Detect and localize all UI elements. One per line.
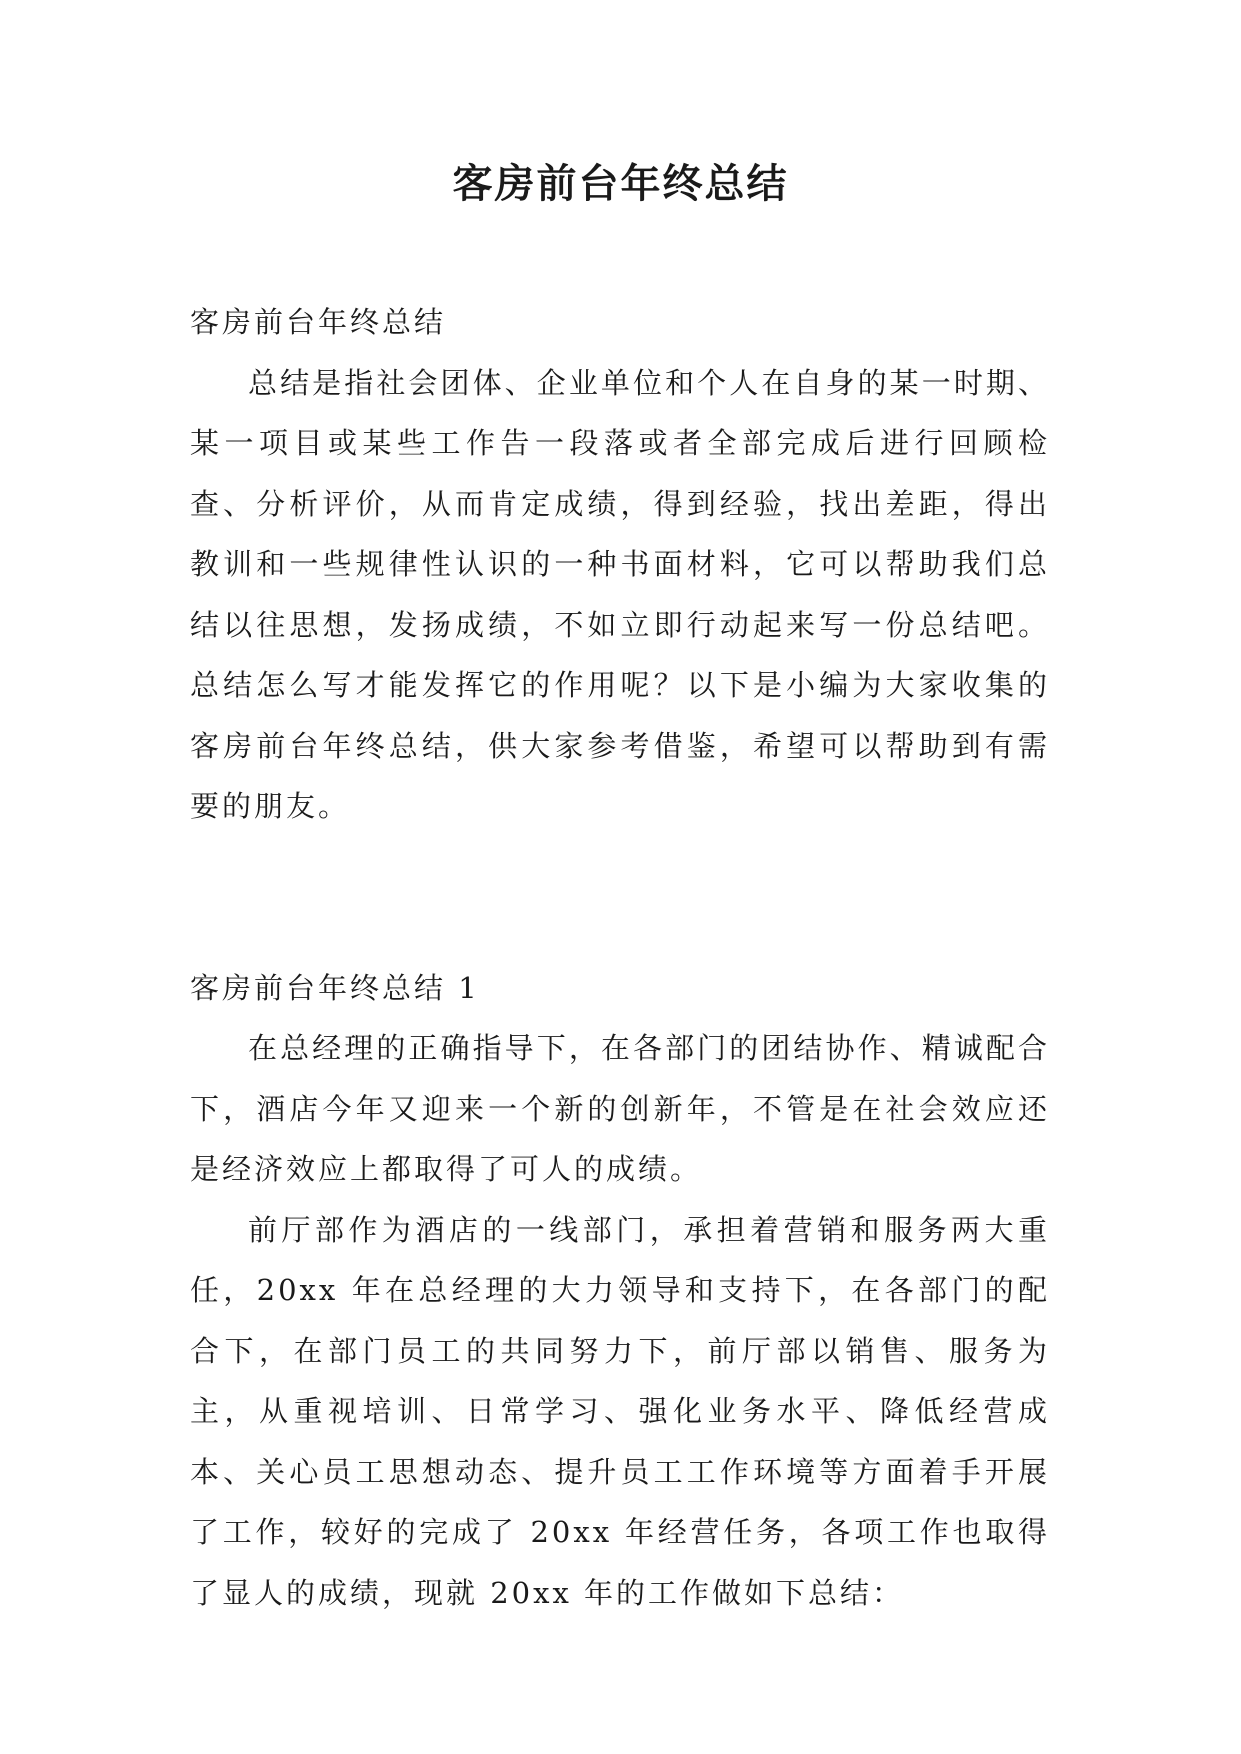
document-title: 客房前台年终总结: [452, 160, 789, 207]
section-1-heading: 客房前台年终总结 1: [190, 970, 480, 1005]
section-1-paragraph-2: 前厅部作为酒店的一线部门，承担着营销和服务两大重任，20xx 年在总经理的大力领导和支持下，在各部门的配合下，在部门员工的共同努力下，前厅部以销售、服务为主，从重视培训、日常学习、强化业务水平、降低经营成本、关心员工思想动态、提升员工工作环境等方面着手开展了工作，较好的完成了 20xx 年经营任务，各项工作也取得了显人的成绩，现就 20xx 年的工作做如下总结：: [190, 1212, 1050, 1610]
document-body: [190, 292, 1050, 1623]
section-1-paragraph-1: 在总经理的正确指导下，在各部门的团结协作、精诚配合下，酒店今年又迎来一个新的创新年，不管是在社会效应还是经济效应上都取得了可人的成绩。: [190, 1031, 1050, 1186]
intro-heading: 客房前台年终总结: [190, 305, 447, 339]
section-gap: [190, 837, 1050, 958]
intro-paragraph: 总结是指社会团体、企业单位和个人在自身的某一时期、某一项目或某些工作告一段落或者全部完成后进行回顾检查、分析评价，从而肯定成绩，得到经验，找出差距，得出教训和一些规律性认识的一种书面材料，它可以帮助我们总结以往思想，发扬成绩，不如立即行动起来写一份总结吧。总结怎么写才能发挥它的作用呢？以下是小编为大家收集的客房前台年终总结，供大家参考借鉴，希望可以帮助到有需要的朋友。: [190, 365, 1050, 823]
